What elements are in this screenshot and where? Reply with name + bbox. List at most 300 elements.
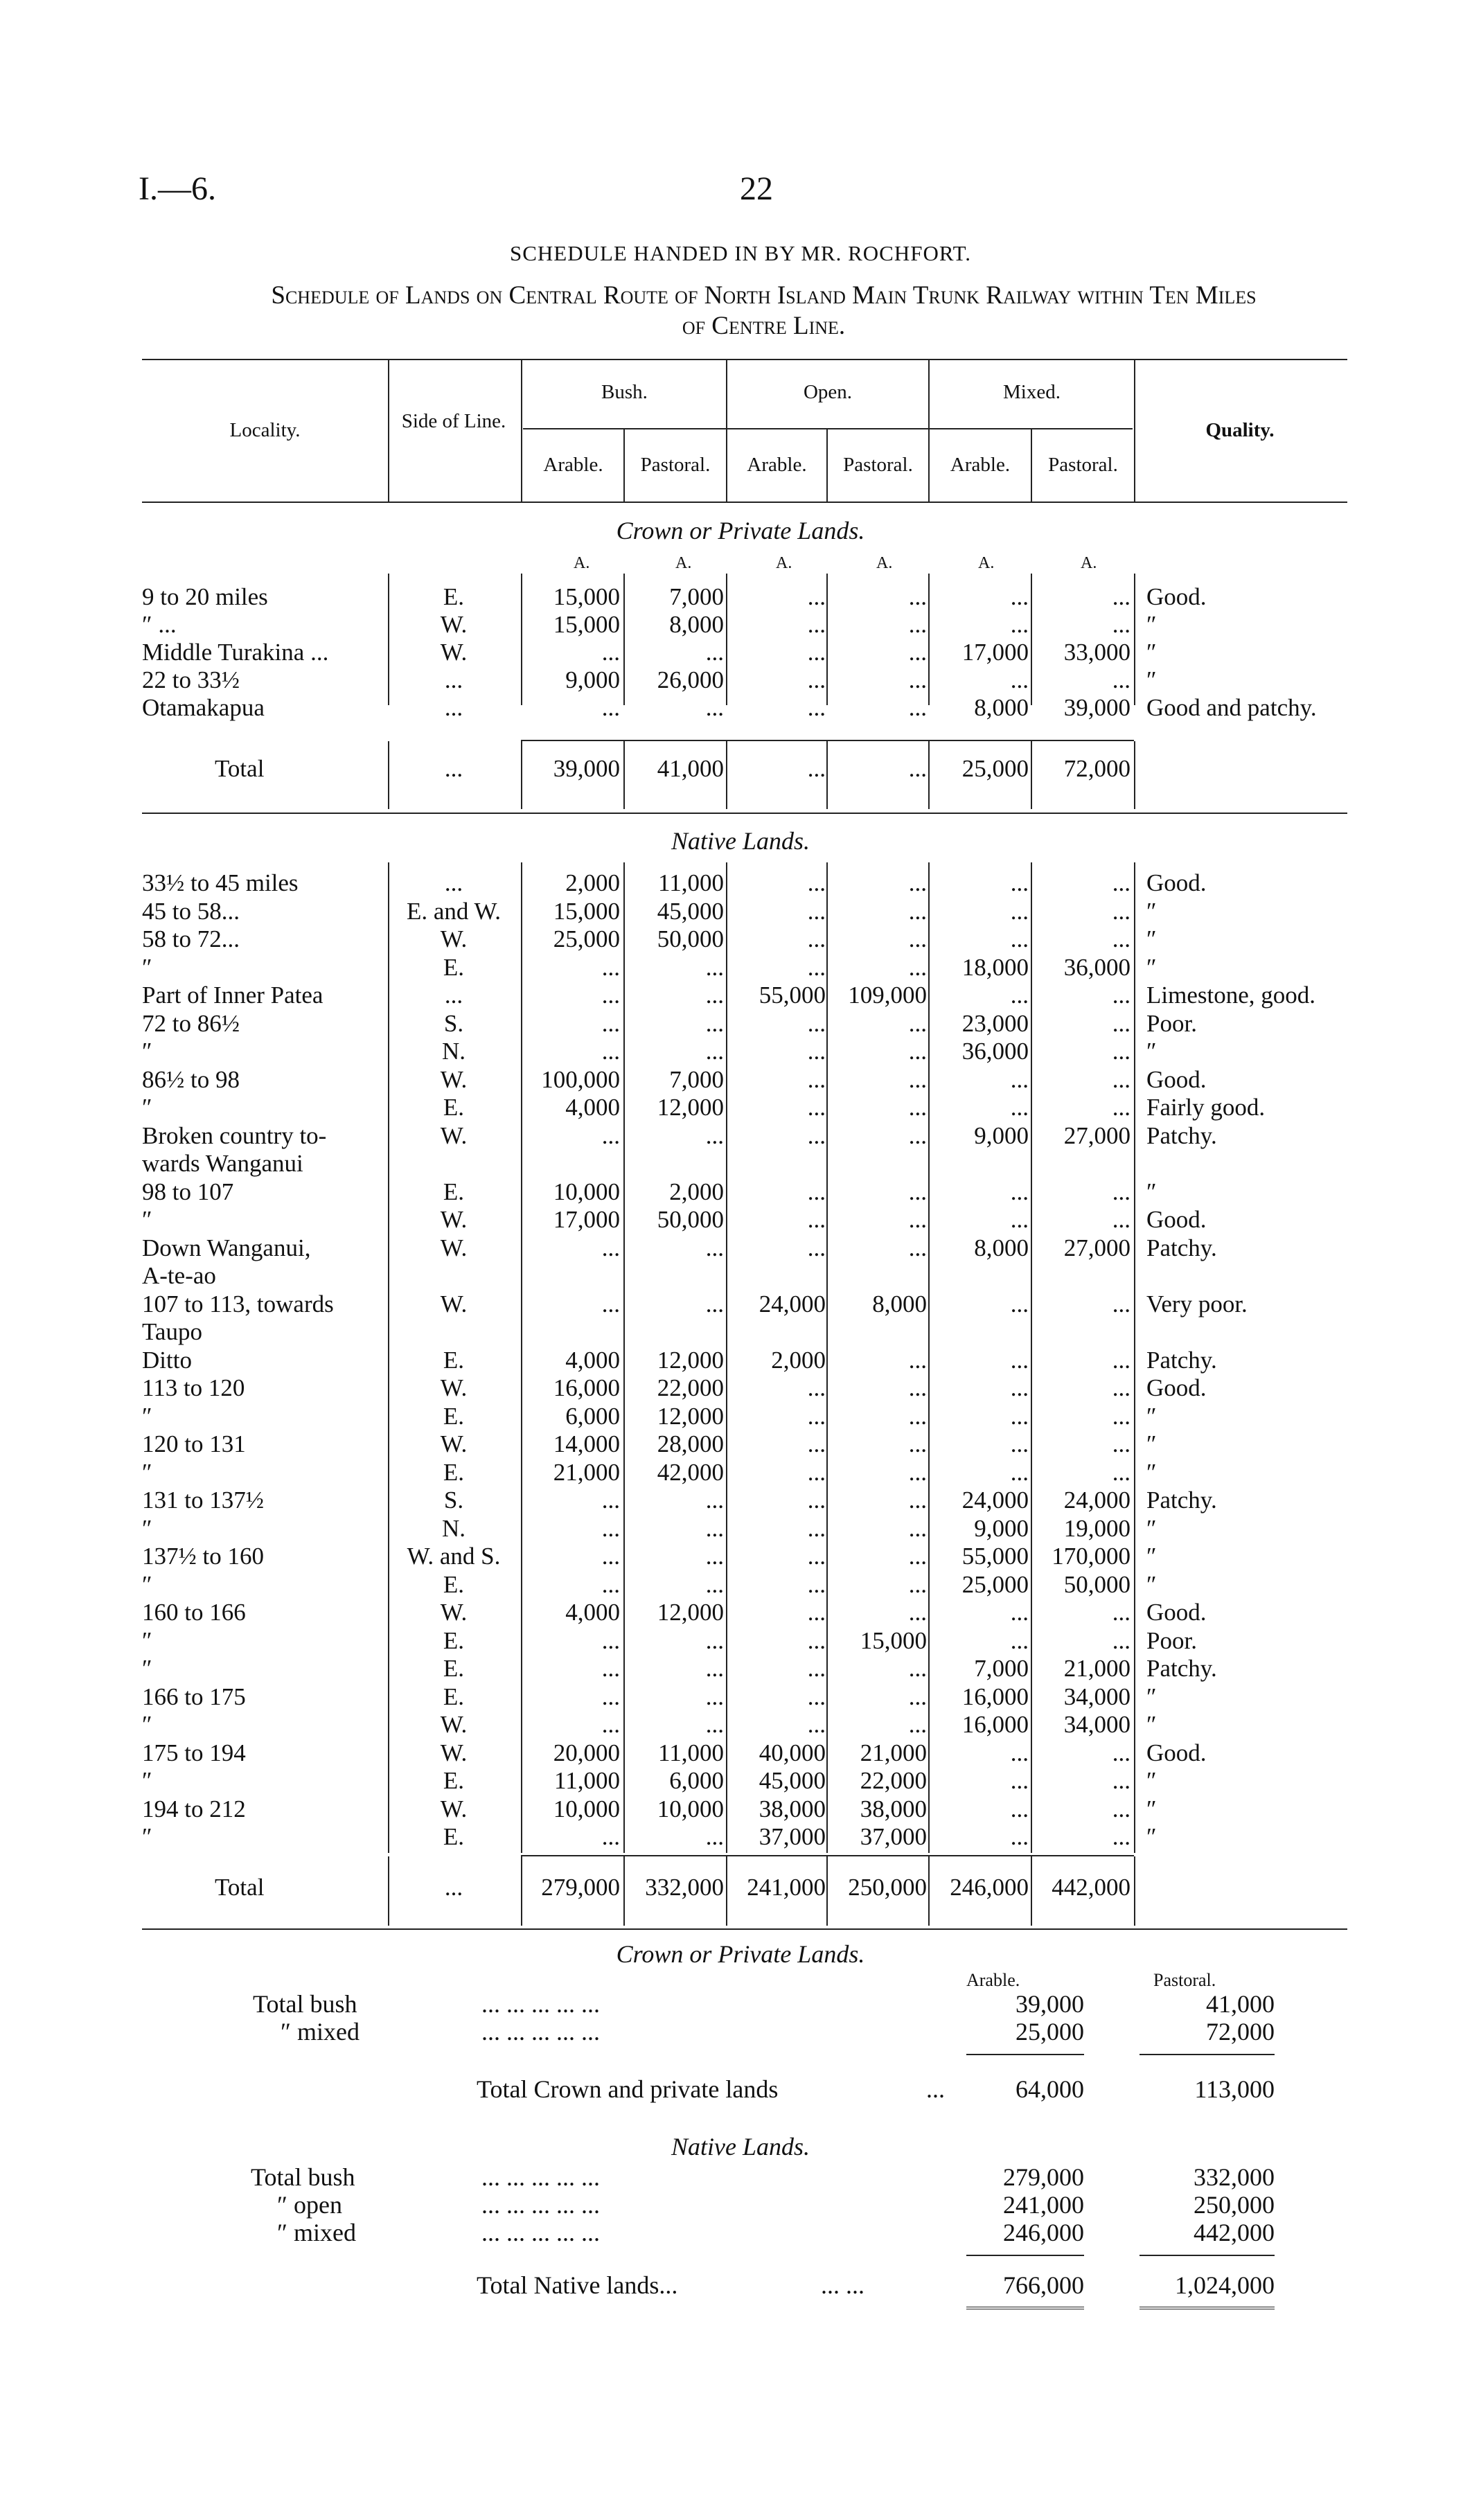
leader-dots: ... bbox=[926, 2075, 945, 2103]
cell-mixed-arable: ... bbox=[1010, 1430, 1029, 1457]
native-row bbox=[0, 1711, 1481, 1739]
cell-open-pastoral: 8,000 bbox=[872, 1290, 927, 1317]
cell-mixed-pastoral: 39,000 bbox=[1063, 694, 1130, 721]
cell-open-pastoral: ... bbox=[908, 694, 927, 721]
cell-mixed-pastoral: ... bbox=[1112, 1094, 1130, 1121]
cell-mixed-arable: ... bbox=[1010, 1374, 1029, 1401]
row-quality: Good. bbox=[1146, 583, 1207, 610]
summary-native-open-pastoral: 250,000 bbox=[1194, 2191, 1275, 2219]
cell-bush-arable: ... bbox=[601, 1570, 620, 1598]
cell-bush-pastoral: 50,000 bbox=[657, 1206, 724, 1233]
cell-bush-arable: 4,000 bbox=[565, 1599, 620, 1626]
cell-mixed-pastoral: 21,000 bbox=[1063, 1655, 1130, 1682]
row-locality: Broken country to- bbox=[142, 1121, 327, 1149]
row-side: N. bbox=[441, 1514, 466, 1542]
row-quality: ″ bbox=[1146, 1683, 1157, 1710]
cell-open-arable: ... bbox=[807, 639, 826, 666]
row-side: E. bbox=[443, 1626, 465, 1654]
cell-bush-pastoral: ... bbox=[705, 1487, 724, 1514]
header-bush: Bush. bbox=[601, 381, 648, 403]
cell-bush-arable: 2,000 bbox=[565, 869, 620, 896]
cell-mixed-pastoral: 72,000 bbox=[1063, 755, 1130, 782]
cell-bush-pastoral: 28,000 bbox=[657, 1430, 724, 1457]
row-locality: ″ bbox=[142, 1570, 152, 1598]
cell-bush-pastoral: 12,000 bbox=[657, 1346, 724, 1374]
cell-mixed-arable: 17,000 bbox=[961, 639, 1029, 666]
row-locality: 86½ to 98 bbox=[142, 1065, 240, 1093]
native-section-title: Native Lands. bbox=[671, 827, 810, 855]
unit-label: A. bbox=[574, 554, 590, 572]
summary-crown-mixed-pastoral: 72,000 bbox=[1206, 2018, 1275, 2046]
row-side: W. bbox=[440, 639, 468, 666]
summary-crown-total-label: Total Crown and private lands bbox=[477, 2075, 779, 2103]
cell-open-arable: ... bbox=[807, 1487, 826, 1514]
native-row bbox=[0, 1543, 1481, 1570]
row-side: S. bbox=[443, 1009, 464, 1037]
native-row bbox=[0, 1571, 1481, 1599]
row-locality: 166 to 175 bbox=[142, 1683, 246, 1710]
native-row bbox=[0, 1795, 1481, 1823]
summary-rule bbox=[966, 2054, 1084, 2055]
cell-mixed-arable: 55,000 bbox=[961, 1543, 1029, 1570]
cell-open-pastoral: ... bbox=[908, 1655, 927, 1682]
row-side: W. bbox=[440, 1234, 468, 1261]
cell-open-pastoral: ... bbox=[908, 666, 927, 693]
cell-mixed-arable: ... bbox=[1010, 611, 1029, 638]
cell-open-arable: ... bbox=[807, 869, 826, 896]
cell-bush-arable: ... bbox=[601, 1711, 620, 1738]
cell-open-pastoral: ... bbox=[908, 1121, 927, 1149]
row-quality: ″ bbox=[1146, 1430, 1157, 1457]
row-locality: ″ bbox=[142, 1458, 152, 1486]
cell-mixed-pastoral: ... bbox=[1112, 1795, 1130, 1822]
cell-open-arable: ... bbox=[807, 755, 826, 782]
summary-crown-mixed-arable: 25,000 bbox=[1016, 2018, 1084, 2046]
row-side: W. bbox=[440, 1739, 468, 1766]
table-top-rule bbox=[142, 359, 1347, 360]
row-locality: 22 to 33½ bbox=[142, 666, 240, 693]
cell-open-pastoral: ... bbox=[908, 1487, 927, 1514]
cell-open-pastoral: ... bbox=[908, 1570, 927, 1598]
cell-mixed-arable: ... bbox=[1010, 1767, 1029, 1794]
cell-bush-arable: 11,000 bbox=[554, 1767, 620, 1794]
cell-bush-pastoral: 6,000 bbox=[669, 1767, 724, 1794]
header-mixed-arable: Arable. bbox=[950, 454, 1011, 476]
cell-mixed-arable: ... bbox=[1010, 1626, 1029, 1654]
cell-open-arable: ... bbox=[807, 1009, 826, 1037]
header-open: Open. bbox=[803, 381, 853, 403]
cell-bush-pastoral: ... bbox=[705, 694, 724, 721]
cell-mixed-arable: ... bbox=[1010, 666, 1029, 693]
cell-bush-pastoral: ... bbox=[705, 1514, 724, 1542]
row-side: ... bbox=[444, 982, 463, 1009]
cell-open-arable: ... bbox=[807, 1374, 826, 1401]
cell-open-arable: ... bbox=[807, 1178, 826, 1205]
cell-open-arable: ... bbox=[807, 1655, 826, 1682]
cell-mixed-pastoral: ... bbox=[1112, 1767, 1130, 1794]
summary-native-mixed-pastoral: 442,000 bbox=[1194, 2219, 1275, 2246]
native-row bbox=[0, 1430, 1481, 1458]
cell-open-pastoral: ... bbox=[908, 1711, 927, 1738]
summary-native-open-label: ″ open bbox=[277, 2191, 342, 2219]
row-quality: ″ bbox=[1146, 1570, 1157, 1598]
cell-open-pastoral: ... bbox=[908, 1009, 927, 1037]
crown-row bbox=[0, 583, 1481, 611]
cell-open-arable: ... bbox=[807, 1514, 826, 1542]
row-quality: Fairly good. bbox=[1146, 1094, 1266, 1121]
cell-bush-arable: 15,000 bbox=[553, 611, 620, 638]
cell-open-arable: ... bbox=[807, 611, 826, 638]
cell-bush-pastoral: 10,000 bbox=[657, 1795, 724, 1822]
summary-crown-total-arable: 64,000 bbox=[1016, 2075, 1084, 2103]
row-side: W. bbox=[440, 1711, 468, 1738]
row-side: E. bbox=[443, 953, 465, 981]
subheader-rule bbox=[523, 428, 1133, 429]
row-side: E. bbox=[443, 1458, 465, 1486]
cell-open-arable: ... bbox=[807, 1206, 826, 1233]
cell-mixed-pastoral: 442,000 bbox=[1052, 1874, 1130, 1901]
cell-mixed-pastoral: ... bbox=[1112, 982, 1130, 1009]
cell-open-pastoral: ... bbox=[908, 639, 927, 666]
summary-pastoral-header: Pastoral. bbox=[1153, 1970, 1216, 1990]
cell-open-pastoral: ... bbox=[908, 1402, 927, 1430]
cell-bush-pastoral: 41,000 bbox=[657, 755, 724, 782]
cell-open-arable: ... bbox=[807, 1065, 826, 1093]
row-side: W. bbox=[440, 1206, 468, 1233]
cell-bush-pastoral: ... bbox=[705, 1570, 724, 1598]
header-locality: Locality. bbox=[229, 419, 301, 441]
header-vline bbox=[388, 360, 389, 502]
cell-bush-pastoral: ... bbox=[705, 1823, 724, 1850]
cell-bush-pastoral: 7,000 bbox=[669, 583, 724, 610]
native-row bbox=[0, 1010, 1481, 1038]
subtitle-line-2: of Centre Line. bbox=[682, 312, 846, 340]
header-vline bbox=[1134, 360, 1135, 502]
cell-open-pastoral: ... bbox=[908, 1543, 927, 1570]
row-locality: ″ bbox=[142, 1038, 152, 1065]
cell-mixed-arable: ... bbox=[1010, 1065, 1029, 1093]
cell-mixed-pastoral: ... bbox=[1112, 1009, 1130, 1037]
cell-bush-arable: ... bbox=[601, 1626, 620, 1654]
row-quality: Good and patchy. bbox=[1146, 694, 1317, 721]
cell-bush-arable: 10,000 bbox=[553, 1795, 620, 1822]
cell-open-pastoral: ... bbox=[908, 925, 927, 952]
cell-bush-arable: 15,000 bbox=[553, 897, 620, 925]
row-quality: ″ bbox=[1146, 1823, 1157, 1850]
row-locality: 33½ to 45 miles bbox=[142, 869, 299, 896]
row-locality: 113 to 120 bbox=[142, 1374, 245, 1401]
row-locality: Total bbox=[215, 1874, 265, 1901]
cell-bush-pastoral: 42,000 bbox=[657, 1458, 724, 1486]
summary-crown-total-pastoral: 113,000 bbox=[1194, 2075, 1275, 2103]
cell-open-arable: 2,000 bbox=[771, 1346, 826, 1374]
row-locality: ″ bbox=[142, 1626, 152, 1654]
cell-open-arable: ... bbox=[807, 1626, 826, 1654]
row-locality: Taupo bbox=[142, 1318, 202, 1345]
cell-mixed-pastoral: 34,000 bbox=[1063, 1711, 1130, 1738]
row-locality: 160 to 166 bbox=[142, 1599, 246, 1626]
cell-bush-pastoral: 11,000 bbox=[658, 1739, 724, 1766]
row-quality: ″ bbox=[1146, 1767, 1157, 1794]
row-side: S. bbox=[443, 1487, 464, 1514]
summary-rule bbox=[1139, 2054, 1275, 2055]
cell-mixed-arable: ... bbox=[1010, 1178, 1029, 1205]
native-row bbox=[0, 1599, 1481, 1626]
cell-mixed-arable: ... bbox=[1010, 982, 1029, 1009]
cell-bush-pastoral: ... bbox=[705, 639, 724, 666]
cell-mixed-arable: ... bbox=[1010, 869, 1029, 896]
cell-bush-arable: ... bbox=[601, 694, 620, 721]
native-row bbox=[0, 1347, 1481, 1374]
cell-open-arable: 24,000 bbox=[759, 1290, 826, 1317]
cell-mixed-pastoral: 50,000 bbox=[1063, 1570, 1130, 1598]
cell-mixed-pastoral: 170,000 bbox=[1052, 1543, 1130, 1570]
cell-open-arable: ... bbox=[807, 925, 826, 952]
row-quality: ″ bbox=[1146, 639, 1157, 666]
cell-bush-pastoral: ... bbox=[705, 1711, 724, 1738]
row-quality: ″ bbox=[1146, 1795, 1157, 1822]
summary-crown-bush-arable: 39,000 bbox=[1016, 1990, 1084, 2018]
cell-open-pastoral: ... bbox=[908, 953, 927, 981]
cell-mixed-pastoral: 33,000 bbox=[1063, 639, 1130, 666]
cell-bush-arable: 4,000 bbox=[565, 1346, 620, 1374]
row-quality: ″ bbox=[1146, 1514, 1157, 1542]
cell-mixed-arable: ... bbox=[1010, 1402, 1029, 1430]
header-bottom-rule bbox=[142, 502, 1347, 503]
row-locality: 107 to 113, towards bbox=[142, 1290, 334, 1317]
header-open-arable: Arable. bbox=[747, 454, 807, 476]
cell-bush-arable: 100,000 bbox=[541, 1065, 620, 1093]
row-quality: ″ bbox=[1146, 925, 1157, 952]
cell-open-pastoral: 15,000 bbox=[860, 1626, 927, 1654]
row-side: E. bbox=[443, 1683, 465, 1710]
cell-open-arable: ... bbox=[807, 1038, 826, 1065]
header-quality: Quality. bbox=[1205, 419, 1275, 441]
schedule-subtitle bbox=[142, 281, 1385, 341]
native-row bbox=[0, 1823, 1481, 1851]
cell-open-arable: 55,000 bbox=[759, 982, 826, 1009]
summary-native-bush-arable: 279,000 bbox=[1003, 2163, 1084, 2191]
cell-open-arable: ... bbox=[807, 1094, 826, 1121]
cell-mixed-pastoral: ... bbox=[1112, 925, 1130, 952]
row-side: E. bbox=[443, 1178, 465, 1205]
cell-open-arable: ... bbox=[807, 1543, 826, 1570]
row-locality: Middle Turakina ... bbox=[142, 639, 329, 666]
native-row bbox=[0, 1066, 1481, 1094]
row-side: ... bbox=[444, 869, 463, 896]
row-locality: 58 to 72... bbox=[142, 925, 240, 952]
cell-open-pastoral: ... bbox=[908, 869, 927, 896]
cell-mixed-arable: 25,000 bbox=[961, 755, 1029, 782]
cell-bush-pastoral: 22,000 bbox=[657, 1374, 724, 1401]
summary-native-total-arable: 766,000 bbox=[1003, 2271, 1084, 2299]
cell-bush-arable: 20,000 bbox=[553, 1739, 620, 1766]
cell-bush-pastoral: 8,000 bbox=[669, 611, 724, 638]
cell-mixed-pastoral: ... bbox=[1112, 897, 1130, 925]
native-row bbox=[0, 1655, 1481, 1683]
row-side: ... bbox=[444, 666, 463, 693]
total-rule bbox=[521, 740, 1134, 741]
row-side: W. bbox=[440, 1065, 468, 1093]
row-locality: 194 to 212 bbox=[142, 1795, 246, 1822]
row-side: E. bbox=[443, 1655, 465, 1682]
cell-bush-arable: ... bbox=[601, 1683, 620, 1710]
row-side: W. bbox=[440, 1599, 468, 1626]
row-locality: wards Wanganui bbox=[142, 1150, 303, 1177]
summary-native-total-pastoral: 1,024,000 bbox=[1175, 2271, 1275, 2299]
cell-bush-arable: ... bbox=[601, 1655, 620, 1682]
cell-open-arable: ... bbox=[807, 1570, 826, 1598]
cell-open-arable: ... bbox=[807, 1711, 826, 1738]
summary-native-total-label: Total Native lands... bbox=[477, 2271, 678, 2299]
cell-mixed-pastoral: ... bbox=[1112, 611, 1130, 638]
summary-rule bbox=[1139, 2307, 1275, 2309]
cell-open-pastoral: ... bbox=[908, 1346, 927, 1374]
cell-mixed-arable: ... bbox=[1010, 1795, 1029, 1822]
row-side: W. bbox=[440, 925, 468, 952]
row-locality: ″ bbox=[142, 1206, 152, 1233]
cell-mixed-pastoral: 27,000 bbox=[1063, 1234, 1130, 1261]
row-quality: Patchy. bbox=[1146, 1234, 1217, 1261]
cell-bush-pastoral: 2,000 bbox=[669, 1178, 724, 1205]
cell-mixed-arable: 23,000 bbox=[961, 1009, 1029, 1037]
cell-mixed-arable: 24,000 bbox=[961, 1487, 1029, 1514]
unit-label: A. bbox=[978, 554, 995, 572]
cell-bush-arable: ... bbox=[601, 1038, 620, 1065]
cell-mixed-pastoral: ... bbox=[1112, 1739, 1130, 1766]
cell-open-pastoral: ... bbox=[908, 897, 927, 925]
native-row bbox=[0, 1739, 1481, 1767]
row-quality: ″ bbox=[1146, 1458, 1157, 1486]
cell-mixed-pastoral: ... bbox=[1112, 1626, 1130, 1654]
cell-mixed-arable: 8,000 bbox=[974, 1234, 1029, 1261]
native-row bbox=[0, 1206, 1481, 1234]
cell-bush-pastoral: 26,000 bbox=[657, 666, 724, 693]
native-row bbox=[0, 1234, 1481, 1262]
cell-mixed-pastoral: 34,000 bbox=[1063, 1683, 1130, 1710]
cell-mixed-arable: ... bbox=[1010, 1290, 1029, 1317]
cell-open-pastoral: ... bbox=[908, 1430, 927, 1457]
row-quality: Limestone, good. bbox=[1146, 982, 1315, 1009]
row-locality: 45 to 58... bbox=[142, 897, 240, 925]
cell-mixed-pastoral: 19,000 bbox=[1063, 1514, 1130, 1542]
native-row bbox=[0, 1767, 1481, 1795]
crown-row bbox=[0, 611, 1481, 639]
cell-mixed-arable: ... bbox=[1010, 1599, 1029, 1626]
cell-mixed-arable: ... bbox=[1010, 1206, 1029, 1233]
cell-bush-arable: 17,000 bbox=[553, 1206, 620, 1233]
cell-open-arable: ... bbox=[807, 1458, 826, 1486]
native-row bbox=[0, 1683, 1481, 1711]
cell-open-arable: ... bbox=[807, 897, 826, 925]
leader-dots: ... ... ... ... ... bbox=[481, 2219, 600, 2246]
cell-open-arable: 241,000 bbox=[747, 1874, 826, 1901]
row-locality: ″ bbox=[142, 1767, 152, 1794]
summary-native-bush-pastoral: 332,000 bbox=[1194, 2163, 1275, 2191]
cell-mixed-pastoral: ... bbox=[1112, 1374, 1130, 1401]
row-side: W. and S. bbox=[407, 1543, 501, 1570]
cell-open-pastoral: ... bbox=[908, 1178, 927, 1205]
table-bottom-rule bbox=[142, 1928, 1347, 1930]
native-row bbox=[0, 1318, 1481, 1346]
row-quality: Poor. bbox=[1146, 1009, 1197, 1037]
cell-open-pastoral: ... bbox=[908, 1374, 927, 1401]
cell-mixed-arable: ... bbox=[1010, 1823, 1029, 1850]
cell-bush-arable: 279,000 bbox=[541, 1874, 620, 1901]
row-locality: Otamakapua bbox=[142, 694, 265, 721]
summary-arable-header: Arable. bbox=[966, 1970, 1020, 1990]
row-side: W. bbox=[440, 1795, 468, 1822]
native-row bbox=[0, 898, 1481, 925]
cell-bush-arable: 4,000 bbox=[565, 1094, 620, 1121]
cell-open-pastoral: 37,000 bbox=[860, 1823, 927, 1850]
row-locality: ″ bbox=[142, 953, 152, 981]
cell-open-pastoral: ... bbox=[908, 1065, 927, 1093]
cell-open-pastoral: 38,000 bbox=[860, 1795, 927, 1822]
unit-label: A. bbox=[776, 554, 792, 572]
cell-bush-arable: 14,000 bbox=[553, 1430, 620, 1457]
cell-bush-arable: 39,000 bbox=[553, 755, 620, 782]
cell-mixed-arable: 16,000 bbox=[961, 1683, 1029, 1710]
native-row bbox=[0, 1487, 1481, 1514]
native-row bbox=[0, 1403, 1481, 1430]
cell-mixed-pastoral: 27,000 bbox=[1063, 1121, 1130, 1149]
cell-mixed-arable: 9,000 bbox=[974, 1514, 1029, 1542]
cell-open-pastoral: ... bbox=[908, 1094, 927, 1121]
unit-label: A. bbox=[675, 554, 692, 572]
header-mixed: Mixed. bbox=[1003, 381, 1061, 403]
row-locality: ″ bbox=[142, 1655, 152, 1682]
cell-bush-pastoral: ... bbox=[705, 1683, 724, 1710]
row-locality: Part of Inner Patea bbox=[142, 982, 323, 1009]
cell-mixed-arable: 246,000 bbox=[950, 1874, 1029, 1901]
native-row bbox=[0, 1038, 1481, 1065]
cell-mixed-pastoral: ... bbox=[1112, 1290, 1130, 1317]
cell-bush-arable: ... bbox=[601, 1121, 620, 1149]
row-side: E. bbox=[443, 583, 465, 610]
row-locality: ″ bbox=[142, 1094, 152, 1121]
row-side: ... bbox=[444, 694, 463, 721]
row-quality: ″ bbox=[1146, 1402, 1157, 1430]
cell-mixed-arable: 16,000 bbox=[961, 1711, 1029, 1738]
row-side: W. bbox=[440, 1121, 468, 1149]
cell-bush-arable: ... bbox=[601, 639, 620, 666]
row-locality: A-te-ao bbox=[142, 1262, 216, 1289]
cell-mixed-pastoral: ... bbox=[1112, 1065, 1130, 1093]
row-quality: Patchy. bbox=[1146, 1121, 1217, 1149]
leader-dots: ... ... ... ... ... bbox=[481, 2191, 600, 2219]
cell-open-pastoral: ... bbox=[908, 1038, 927, 1065]
cell-mixed-arable: ... bbox=[1010, 1094, 1029, 1121]
row-quality: ″ bbox=[1146, 1038, 1157, 1065]
cell-bush-pastoral: ... bbox=[705, 953, 724, 981]
row-locality: 72 to 86½ bbox=[142, 1009, 240, 1037]
crown-row bbox=[0, 639, 1481, 666]
cell-open-pastoral: ... bbox=[908, 755, 927, 782]
cell-mixed-pastoral: 24,000 bbox=[1063, 1487, 1130, 1514]
cell-bush-pastoral: ... bbox=[705, 1121, 724, 1149]
row-quality: Patchy. bbox=[1146, 1346, 1217, 1374]
cell-bush-arable: ... bbox=[601, 1514, 620, 1542]
row-locality: ″ bbox=[142, 1514, 152, 1542]
cell-mixed-pastoral: ... bbox=[1112, 1823, 1130, 1850]
crown-section-rule bbox=[142, 813, 1347, 814]
row-side: E. bbox=[443, 1767, 465, 1794]
leader-dots: ... ... bbox=[821, 2271, 864, 2299]
cell-bush-pastoral: ... bbox=[705, 1626, 724, 1654]
cell-mixed-pastoral: ... bbox=[1112, 869, 1130, 896]
row-locality: 9 to 20 miles bbox=[142, 583, 268, 610]
